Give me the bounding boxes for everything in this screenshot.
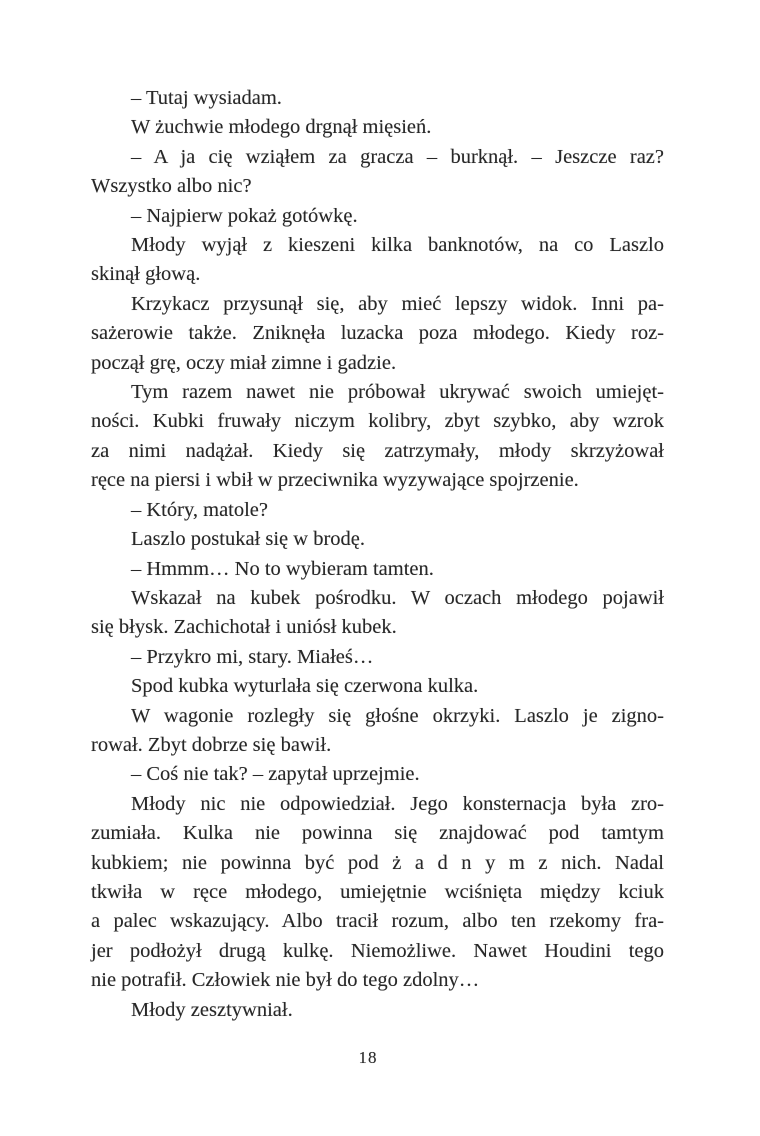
text-line: Krzykacz przysunął się, aby mieć lepszy widok. Inni pa-: [131, 292, 664, 315]
text-line: Laszlo postukał się w brodę.: [131, 528, 365, 551]
text-line: nie potrafił. Człowiek nie był do tego zdolny…: [91, 969, 480, 992]
text-line: – A ja cię wziąłem za gracza – burknął. – Jeszcze raz?: [131, 145, 664, 168]
text-line: Spod kubka wyturlała się czerwona kulka.: [131, 675, 479, 698]
text-line: skinął głową.: [91, 263, 201, 286]
text-line: Młody wyjął z kieszeni kilka banknotów, na co Laszlo: [131, 234, 664, 257]
text-line: sażerowie także. Zniknęła luzacka poza młodego. Kiedy roz-: [91, 322, 664, 345]
text-line: ręce na piersi i wbił w przeciwnika wyzywające spojrzenie.: [91, 469, 579, 492]
text-line: Młody zesztywniał.: [131, 998, 293, 1021]
page-number: 18: [358, 1048, 378, 1067]
text-line: tkwiła w ręce młodego, umiejętnie wciśnięta między kciuk: [91, 880, 664, 903]
text-line: W żuchwie młodego drgnął mięsień.: [131, 116, 432, 139]
text-line: kubkiem; nie powinna być pod ż a d n y m z nich. Nadal: [91, 851, 664, 874]
text-line: – Najpierw pokaż gotówkę.: [131, 204, 358, 227]
text-line: – Coś nie tak? – zapytał uprzejmie.: [131, 763, 420, 786]
text-line: Młody nic nie odpowiedział. Jego konsternacja była zro-: [131, 792, 664, 815]
text-line: rował. Zbyt dobrze się bawił.: [91, 733, 332, 756]
text-line: – Hmmm… No to wybieram tamten.: [131, 557, 434, 580]
text-line: – Tutaj wysiadam.: [131, 87, 282, 109]
text-line: zumiała. Kulka nie powinna się znajdować pod tamtym: [91, 822, 664, 845]
text-line: Tym razem nawet nie próbował ukrywać swoich umiejęt-: [131, 381, 664, 404]
text-line: Wszystko albo nic?: [91, 175, 252, 198]
text-line: się błysk. Zachichotał i uniósł kubek.: [91, 616, 397, 639]
text-line: za nimi nadążał. Kiedy się zatrzymały, młody skrzyżował: [91, 439, 664, 462]
text-line: – Przykro mi, stary. Miałeś…: [131, 645, 374, 668]
text-line: a palec wskazujący. Albo tracił rozum, albo ten rzekomy fra-: [91, 910, 664, 933]
text-line: Wskazał na kubek pośrodku. W oczach młodego pojawił: [131, 586, 664, 609]
text-line: W wagonie rozległy się głośne okrzyki. Laszlo je zigno-: [131, 704, 664, 727]
text-line: – Który, matole?: [131, 498, 269, 521]
body-text: [91, 84, 664, 1025]
text-line: ności. Kubki fruwały niczym kolibry, zbyt szybko, aby wzrok: [91, 410, 664, 433]
text-line: począł grę, oczy miał zimne i gadzie.: [91, 351, 397, 374]
text-line: jer podłożył drugą kulkę. Niemożliwe. Nawet Houdini tego: [91, 939, 664, 962]
